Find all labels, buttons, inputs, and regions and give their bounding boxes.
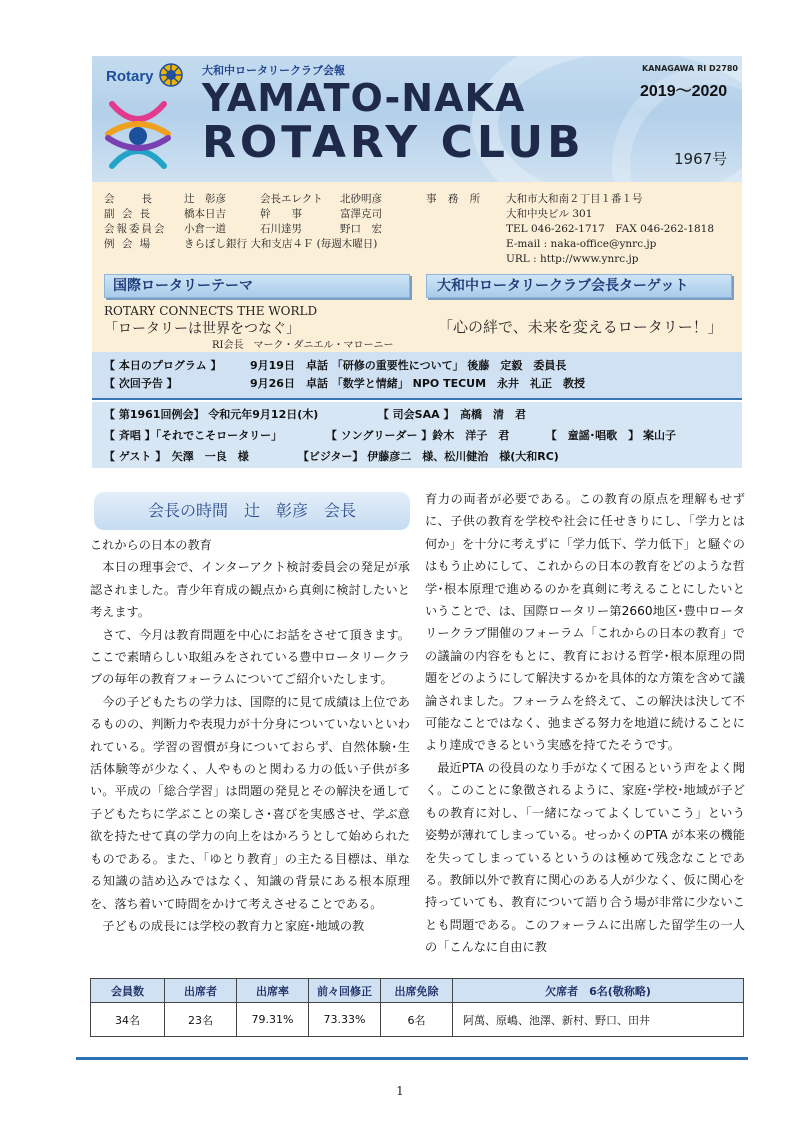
program-panel [92, 352, 742, 400]
attendance-cell: 6名 [381, 1003, 453, 1037]
officer-row [104, 207, 400, 222]
officer-name: 小倉一道 [184, 223, 226, 235]
office-address [506, 192, 746, 267]
article-subtitle: これからの日本の教育 [90, 538, 212, 552]
officer-list [104, 192, 400, 252]
program-today-text: 9月19日 卓話 「研修の重要性について」 後藤 定毅 委員長 [250, 359, 567, 372]
office-label: 事 務 所 [426, 193, 485, 205]
club-emblem-icon [102, 94, 174, 176]
masthead-title-line1: YAMATO-NAKA [202, 76, 526, 120]
article-paragraph: 今の子どもたちの学力は、国際的に見て成績は上位であるものの、判断力や表現力が十分身についていないといわれている。学習の習慣が身についておらず、自然体験･生活体験等が少なく、人やものと関わる力の低い子供が多い。平成の「総合学習」は問題の発見とその解決を通して子どもたちに学ぶことの楽しさ･喜びを実感させ、学ぶ意欲を持たせて真の学力の向上をはかろうとして始められたものである。また、「ゆとり教育」の主たる目標は、単なる知識の詰め込みではなく、知識の背景にある根本原理を、落ち着いて時間をかけて考えさせることである。 [90, 694, 410, 911]
attendance-header: 出席者 [165, 979, 237, 1003]
article-column-left [90, 534, 410, 970]
article-paragraph: 本日の理事会で、インターアクト検討委員会の発足が承認されました。青少年育成の観点から真剣に検討したいと考えます。 [90, 560, 410, 620]
article-heading: 会長の時間 辻 彰彦 会長 [94, 492, 410, 530]
attendance-header: 欠席者 6名(敬称略) [453, 979, 744, 1003]
meeting-guest: 【 ゲスト 】 矢澤 一良 様 [104, 450, 249, 463]
meeting-children-song: 【 童謡･唱歌 】 案山子 [545, 429, 677, 442]
issue-number: 1967号 [674, 150, 728, 168]
officer-name: 富澤克司 [340, 208, 382, 220]
attendance-row [91, 1003, 744, 1037]
meeting-saa: 【 司会SAA 】 高橋 清 君 [377, 408, 526, 421]
meeting-row [104, 404, 742, 425]
meeting-row [104, 446, 742, 467]
program-next [104, 375, 742, 393]
attendance-cell: 73.33% [309, 1003, 381, 1037]
attendance-header: 出席率 [237, 979, 309, 1003]
meeting-panel [92, 402, 742, 468]
program-next-text: 9月26日 卓話 「数学と情緒」 NPO TECUM 永井 礼正 教授 [250, 377, 586, 390]
attendance-table [90, 978, 744, 1037]
meeting-visitor: 【ビジター】 伊藤彦二 様、松川健治 様(大和RC) [297, 450, 559, 463]
officer-role: 会 長 [104, 193, 154, 205]
meeting-number: 【 第1961回例会】 令和元年9月12日(木) [104, 408, 319, 421]
ri-theme-english: ROTARY CONNECTS THE WORLD [104, 304, 318, 318]
office-email[interactable]: E-mail : naka-office@ynrc.jp [506, 238, 657, 250]
officers-panel [92, 182, 742, 352]
rotary-year: 2019～2020 [640, 83, 728, 100]
absentee-list: 阿萬、原嶋、池澤、新村、野口、田井 [453, 1003, 744, 1037]
office-phone: TEL 046-262-1717 FAX 046-262-1818 [506, 223, 715, 235]
article-paragraph: 最近PTA の役員のなり手がなくて困るという声をよく聞く。このことに象徴されるように、家庭･学校･地域が子どもの教育に対し、「一緒になってよくしていこう」という姿勢が薄れてしまっている。せっかくのPTA が本来の機能を失ってしまっているというのは極めて残念なことである。教師以外で教育に関心のある人が少なく、仮に関心を持っていても、教育について語り合う場が非常に少ないことも問題である。このフォーラムに出席した留学生の一人の「こんなに自由に教 [425, 760, 745, 955]
article-paragraph: さて、今月は教育問題を中心にお話をさせて頂きます。ここで素晴らしい取組みをされている豊中ロータリークラブの毎年の教育フォーラムについてご紹介いたします。 [90, 627, 410, 687]
rotary-wordmark: Rotary [106, 68, 154, 85]
officer-name: 野口 宏 [340, 223, 382, 235]
attendance-cell: 23名 [165, 1003, 237, 1037]
district-label: KANAGAWA RI D2780 [642, 64, 738, 73]
officer-name: 辻 彰彦 [184, 193, 226, 205]
office-url[interactable]: URL : http://www.ynrc.jp [506, 253, 639, 265]
masthead-banner [92, 56, 742, 182]
program-next-label: 【 次回予告 】 [104, 377, 178, 390]
ri-president: RI会長 マーク・ダニエル・マローニー [212, 340, 394, 351]
officer-row [104, 192, 400, 207]
attendance-header: 出席免除 [381, 979, 453, 1003]
article-paragraph: 育力の両者が必要である。この教育の原点を理解もせずに、子供の教育を学校や社会に任せきりにし、「学力とは何か」を十分に考えずに「学力低下、学力低下」と騒ぐのはもう止めにして、これからの日本の教育をどのような哲学･根本原理で進めるのかを真剣に考えることにしたいということで、は、国際ロータリー第2660地区･豊中ロータリークラブ開催のフォーラム「これからの日本の教育」での議論の内容をもとに、教育における哲学･根本原理の問題をどのようにして解決するかを具体的な方策を含めて議論されました。フォーラムを終えて、この解決は決して不可能なことではなく、弛まざる努力を地道に続けることにより達成できるという実感を持てたそうです。 [425, 492, 745, 753]
attendance-cell: 34名 [91, 1003, 165, 1037]
officer-role: 幹 事 [260, 208, 302, 220]
office-line: 大和中央ビル 301 [506, 208, 593, 220]
ri-theme-japanese: 「ロータリーは世界をつなぐ」 [104, 321, 300, 337]
attendance-cell: 79.31% [237, 1003, 309, 1037]
officer-row [104, 222, 400, 237]
rotary-wheel-icon [158, 62, 184, 88]
officer-name: 北砂明彦 [340, 193, 382, 205]
officer-name: 橋本日吉 [184, 208, 226, 220]
officer-name: 石川達男 [260, 223, 302, 235]
article-column-right [425, 488, 745, 972]
ri-theme-heading: 国際ロータリーテーマ [104, 274, 410, 298]
article-paragraph: 子どもの成長には学校の教育力と家庭･地域の教 [102, 918, 365, 933]
meeting-row [104, 425, 742, 446]
meeting-song: 【 斉唱 】「それでこそロータリー」 [104, 429, 283, 442]
club-name-kanji: 大和中ロータリークラブ会報 [202, 64, 345, 77]
program-today-label: 【 本日のプログラム 】 [104, 359, 222, 372]
officer-row [104, 237, 400, 252]
page-number: 1 [396, 1084, 404, 1098]
meeting-song-leader: 【 ソングリーダー 】鈴木 洋子 君 [325, 429, 510, 442]
attendance-header: 会員数 [91, 979, 165, 1003]
meeting-venue: きらぼし銀行 大和支店４Ｆ (毎週木曜日) [184, 238, 378, 250]
officer-role: 例 会 場 [104, 238, 153, 250]
attendance-header: 前々回修正 [309, 979, 381, 1003]
officer-role: 会長エレクト [260, 193, 323, 205]
president-target-heading: 大和中ロータリークラブ会長ターゲット [426, 274, 732, 298]
footer-divider [76, 1057, 748, 1060]
president-target: 「心の絆で、未来を変えるロータリー！」 [438, 318, 723, 336]
officer-role: 会報委員会 [104, 223, 167, 235]
office-line: 大和市大和南２丁目１番１号 [506, 193, 643, 205]
attendance-header-row [91, 979, 744, 1003]
masthead-title-line2: ROTARY CLUB [202, 117, 585, 168]
officer-role: 副 会 長 [104, 208, 153, 220]
program-today [104, 357, 742, 375]
